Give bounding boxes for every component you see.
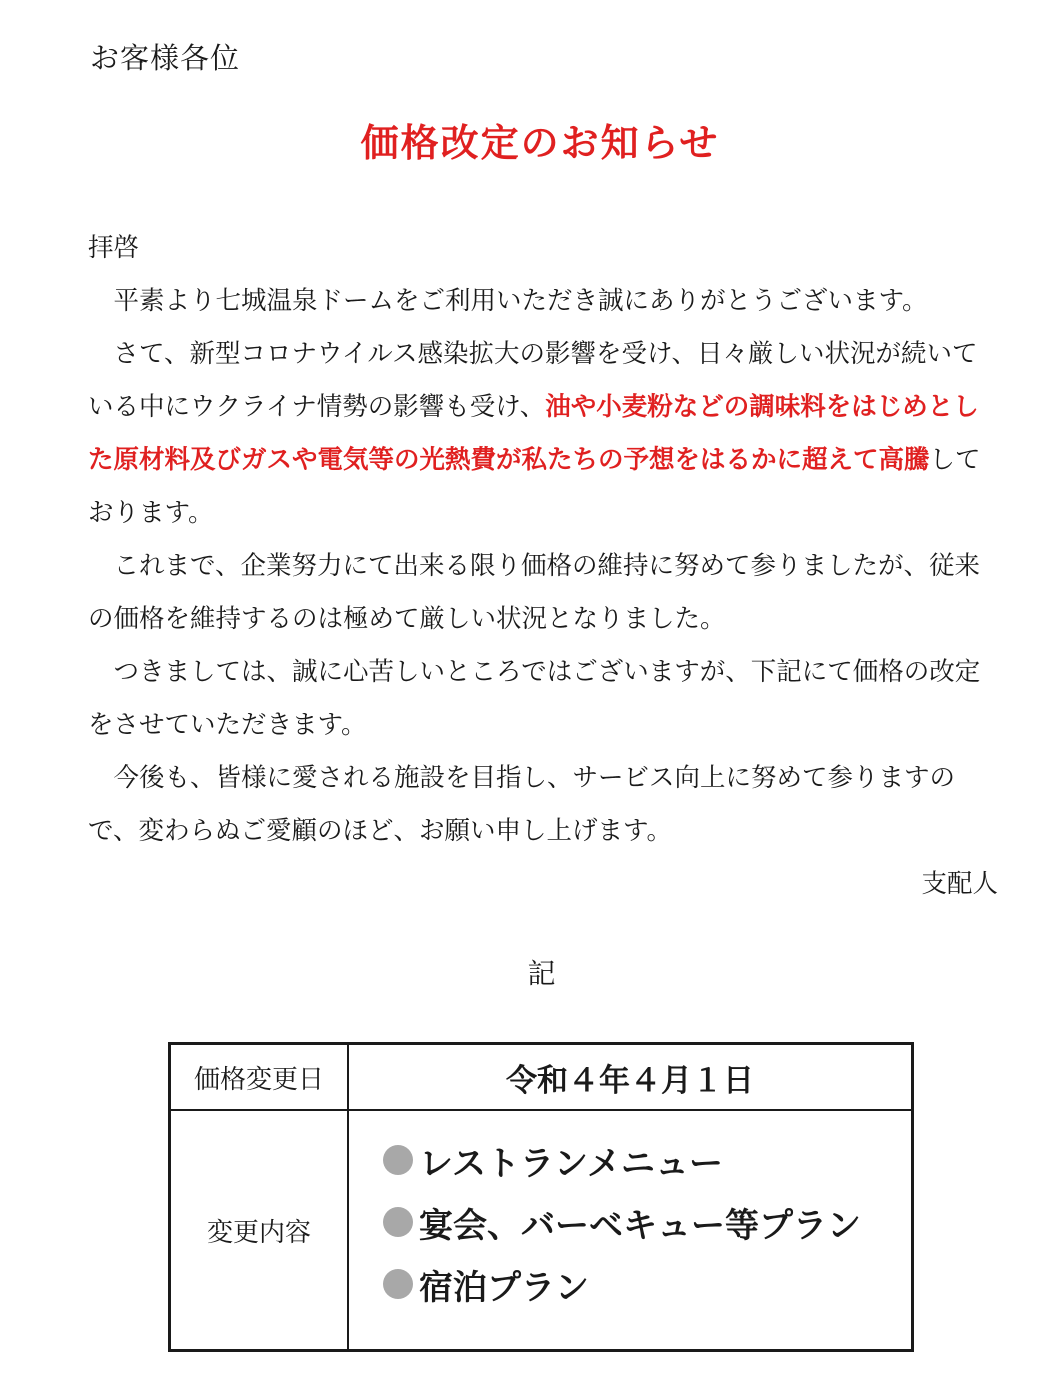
greeting: 拝啓 (88, 233, 140, 263)
paragraph-2-highlight: 油や小麦粉などの調味料をはじめとした原材料及びガスや電気等の光熱費が私たちの予想をはるかに超えて高騰 (88, 392, 979, 475)
paragraph-2-text: さて、新型コロナウイルス感染拡大の影響を受け、日々厳しい状況が続いている中にウクライナ情勢の影響も受け、 (88, 339, 978, 422)
paragraph-5: 今後も、皆様に愛される施設を目指し、サービス向上に努めて参りますので、変わらぬご愛顧のほど、お願い申し上げます。 (88, 763, 956, 846)
paragraph-4: つきましては、誠に心苦しいところではございますが、下記にて価格の改定をさせていただきます。 (88, 657, 981, 740)
bullet-dot-icon (383, 1207, 413, 1237)
page-title: 価格改定のお知らせ (360, 121, 720, 165)
paragraph-2 (88, 328, 998, 540)
content-label: 変更内容 (171, 1111, 349, 1349)
price-change-table (168, 1042, 914, 1352)
list-item (383, 1253, 861, 1315)
item-label: レストランメニュー (419, 1143, 723, 1184)
bullet-dot-icon (383, 1269, 413, 1299)
letter-body (88, 222, 998, 911)
date-label: 価格変更日 (171, 1045, 349, 1109)
list-item (383, 1129, 861, 1191)
list-item (383, 1191, 861, 1253)
paragraph-2-ending: しております。 (88, 445, 981, 528)
item-label: 宴会、バーベキュー等プラン (419, 1205, 861, 1246)
date-value: 令和４年４月１日 (506, 1062, 754, 1099)
change-items-list (383, 1129, 861, 1315)
paragraph-3: これまで、企業努力にて出来る限り価格の維持に努めて参りましたが、従来の価格を維持するのは極めて厳しい状況となりました。 (88, 551, 980, 634)
ki-heading: 記 (527, 957, 556, 990)
item-label: 宿泊プラン (419, 1267, 589, 1308)
addressee: お客様各位 (90, 41, 241, 75)
table-row-content (171, 1111, 911, 1349)
table-row-date (171, 1045, 911, 1111)
bullet-dot-icon (383, 1145, 413, 1175)
paragraph-1: 平素より七城温泉ドームをご利用いただき誠にありがとうございます。 (113, 286, 928, 316)
signature: 支配人 (921, 869, 998, 899)
